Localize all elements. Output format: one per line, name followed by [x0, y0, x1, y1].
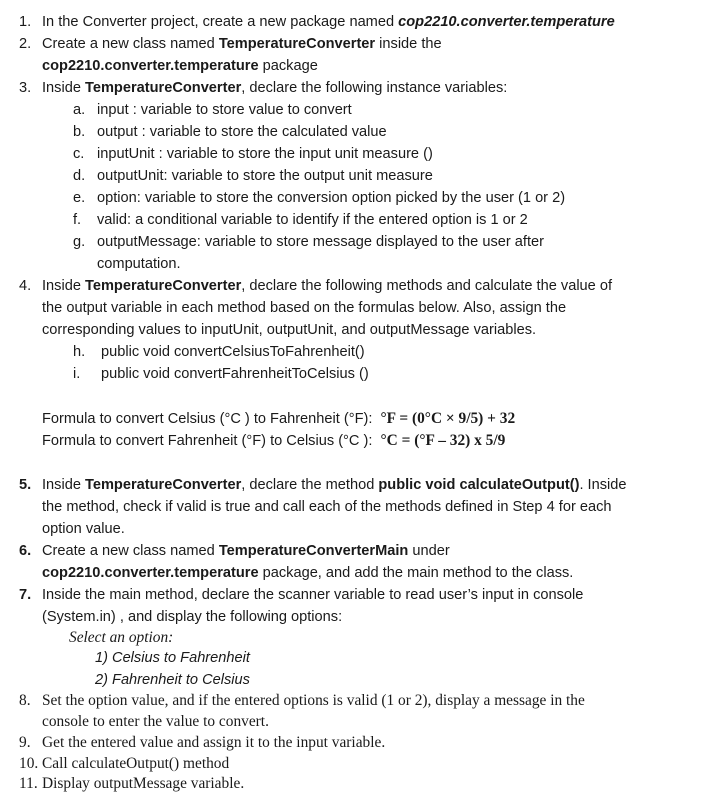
step-4-line-2: the output variable in each method based on the formulas below. Also, assign the [42, 300, 567, 316]
step-1-text [42, 11, 615, 33]
class-name: TemperatureConverterMain [218, 543, 409, 559]
step-4-line-3: corresponding values to inputUnit, outputUnit, and outputMessage variables. [42, 322, 537, 338]
step-11-text: Display outputMessage variable. [42, 775, 245, 792]
step-3-text [42, 77, 507, 99]
formula-1 [42, 408, 515, 430]
step-4-text [42, 275, 612, 297]
method-h-text: public void convertCelsiusToFahrenheit() [101, 344, 365, 360]
formula-1-label: Formula to convert Celsius (°C ) to Fahrenheit (°F): [42, 411, 373, 427]
method-h-letter: h. [73, 344, 86, 360]
step-4-number: 4. [19, 278, 32, 294]
var-d-text: outputUnit: variable to store the output unit measure [97, 168, 433, 184]
step-5-label: Inside [42, 477, 85, 493]
step-2-number: 2. [19, 36, 32, 52]
var-g-text-cont: computation. [97, 256, 181, 272]
method-signature: public void calculateOutput() [378, 477, 580, 493]
step-1-label: In the Converter project, create a new package named [42, 14, 399, 30]
step-11-number: 11. [19, 775, 38, 792]
step-4-label: Inside [42, 278, 85, 294]
step-5-number: 5. [19, 477, 32, 493]
package-name: cop2210.converter.temperature [42, 58, 259, 74]
step-7-number: 7. [19, 587, 32, 603]
step-10-number: 10. [19, 755, 39, 772]
var-c-letter: c. [73, 146, 85, 162]
var-a-text: input : variable to store value to convert [97, 102, 352, 118]
var-e-letter: e. [73, 190, 86, 206]
var-a-letter: a. [73, 102, 86, 118]
method-i-text: public void convertFahrenheitToCelsius () [101, 366, 369, 382]
method-i-letter: i. [73, 366, 81, 382]
formula-2-label: Formula to convert Fahrenheit (°F) to Celsius (°C ): [42, 433, 373, 449]
formula-2-expression: °C = (°F – 32) x 5/9 [380, 432, 506, 449]
step-6-text-cont [42, 562, 573, 584]
step-3-suffix: , declare the following instance variables: [241, 80, 508, 96]
step-2-text [42, 33, 442, 55]
class-name: TemperatureConverter [85, 477, 242, 493]
step-7-line-2: (System.in) , and display the following options: [42, 609, 343, 625]
step-9-text: Get the entered value and assign it to the input variable. [42, 734, 386, 751]
options-title: Select an option: [69, 629, 174, 646]
step-2-suffix-2: package [258, 58, 318, 74]
step-8-number: 8. [19, 692, 31, 709]
step-6-text [42, 540, 450, 562]
step-3-label: Inside [42, 80, 85, 96]
step-6-suffix: under [408, 543, 450, 559]
var-f-text: valid: a conditional variable to identify if the entered option is 1 or 2 [97, 212, 528, 228]
step-2-label: Create a new class named [42, 36, 219, 52]
step-5-line-3: option value. [42, 521, 125, 537]
step-6-label: Create a new class named [42, 543, 219, 559]
step-2-suffix: inside the [375, 36, 442, 52]
var-g-letter: g. [73, 234, 86, 250]
step-8-text: Set the option value, and if the entered options is valid (1 or 2), display a message in the [42, 692, 585, 709]
step-2-text-cont [42, 55, 318, 77]
step-5-text [42, 474, 627, 496]
step-8-line-2: console to enter the value to convert. [42, 713, 269, 730]
var-e-text: option: variable to store the conversion option picked by the user (1 or 2) [97, 190, 566, 206]
formula-2 [42, 430, 505, 452]
package-name: cop2210.converter.temperature [42, 565, 259, 581]
package-name: cop2210.converter.temperature [398, 14, 615, 30]
class-name: TemperatureConverter [85, 80, 242, 96]
step-5-line-2: the method, check if valid is true and call each of the methods defined in Step 4 for each [42, 499, 612, 515]
class-name: TemperatureConverter [218, 36, 376, 52]
formula-1-expression: °F = (0°C × 9/5) + 32 [380, 410, 516, 427]
var-b-text: output : variable to store the calculated value [97, 124, 387, 140]
var-d-letter: d. [73, 168, 86, 184]
step-4-suffix: , declare the following methods and calculate the value of [241, 278, 613, 294]
step-5-mid: , declare the method [241, 477, 379, 493]
option-2: 2) Fahrenheit to Celsius [95, 672, 250, 688]
step-7-text: Inside the main method, declare the scanner variable to read user’s input in console [42, 587, 584, 603]
var-c-text: inputUnit : variable to store the input unit measure () [97, 146, 433, 162]
step-1-number: 1. [19, 14, 32, 30]
step-6-suffix-2: package, and add the main method to the class. [258, 565, 574, 581]
option-1: 1) Celsius to Fahrenheit [95, 650, 250, 666]
class-name: TemperatureConverter [85, 278, 242, 294]
step-5-suffix: . Inside [579, 477, 627, 493]
step-10-text: Call calculateOutput() method [42, 755, 230, 772]
step-9-number: 9. [19, 734, 31, 751]
var-f-letter: f. [73, 212, 82, 228]
var-b-letter: b. [73, 124, 86, 140]
step-6-number: 6. [19, 543, 32, 559]
step-3-number: 3. [19, 80, 32, 96]
var-g-text: outputMessage: variable to store message displayed to the user after [97, 234, 544, 250]
